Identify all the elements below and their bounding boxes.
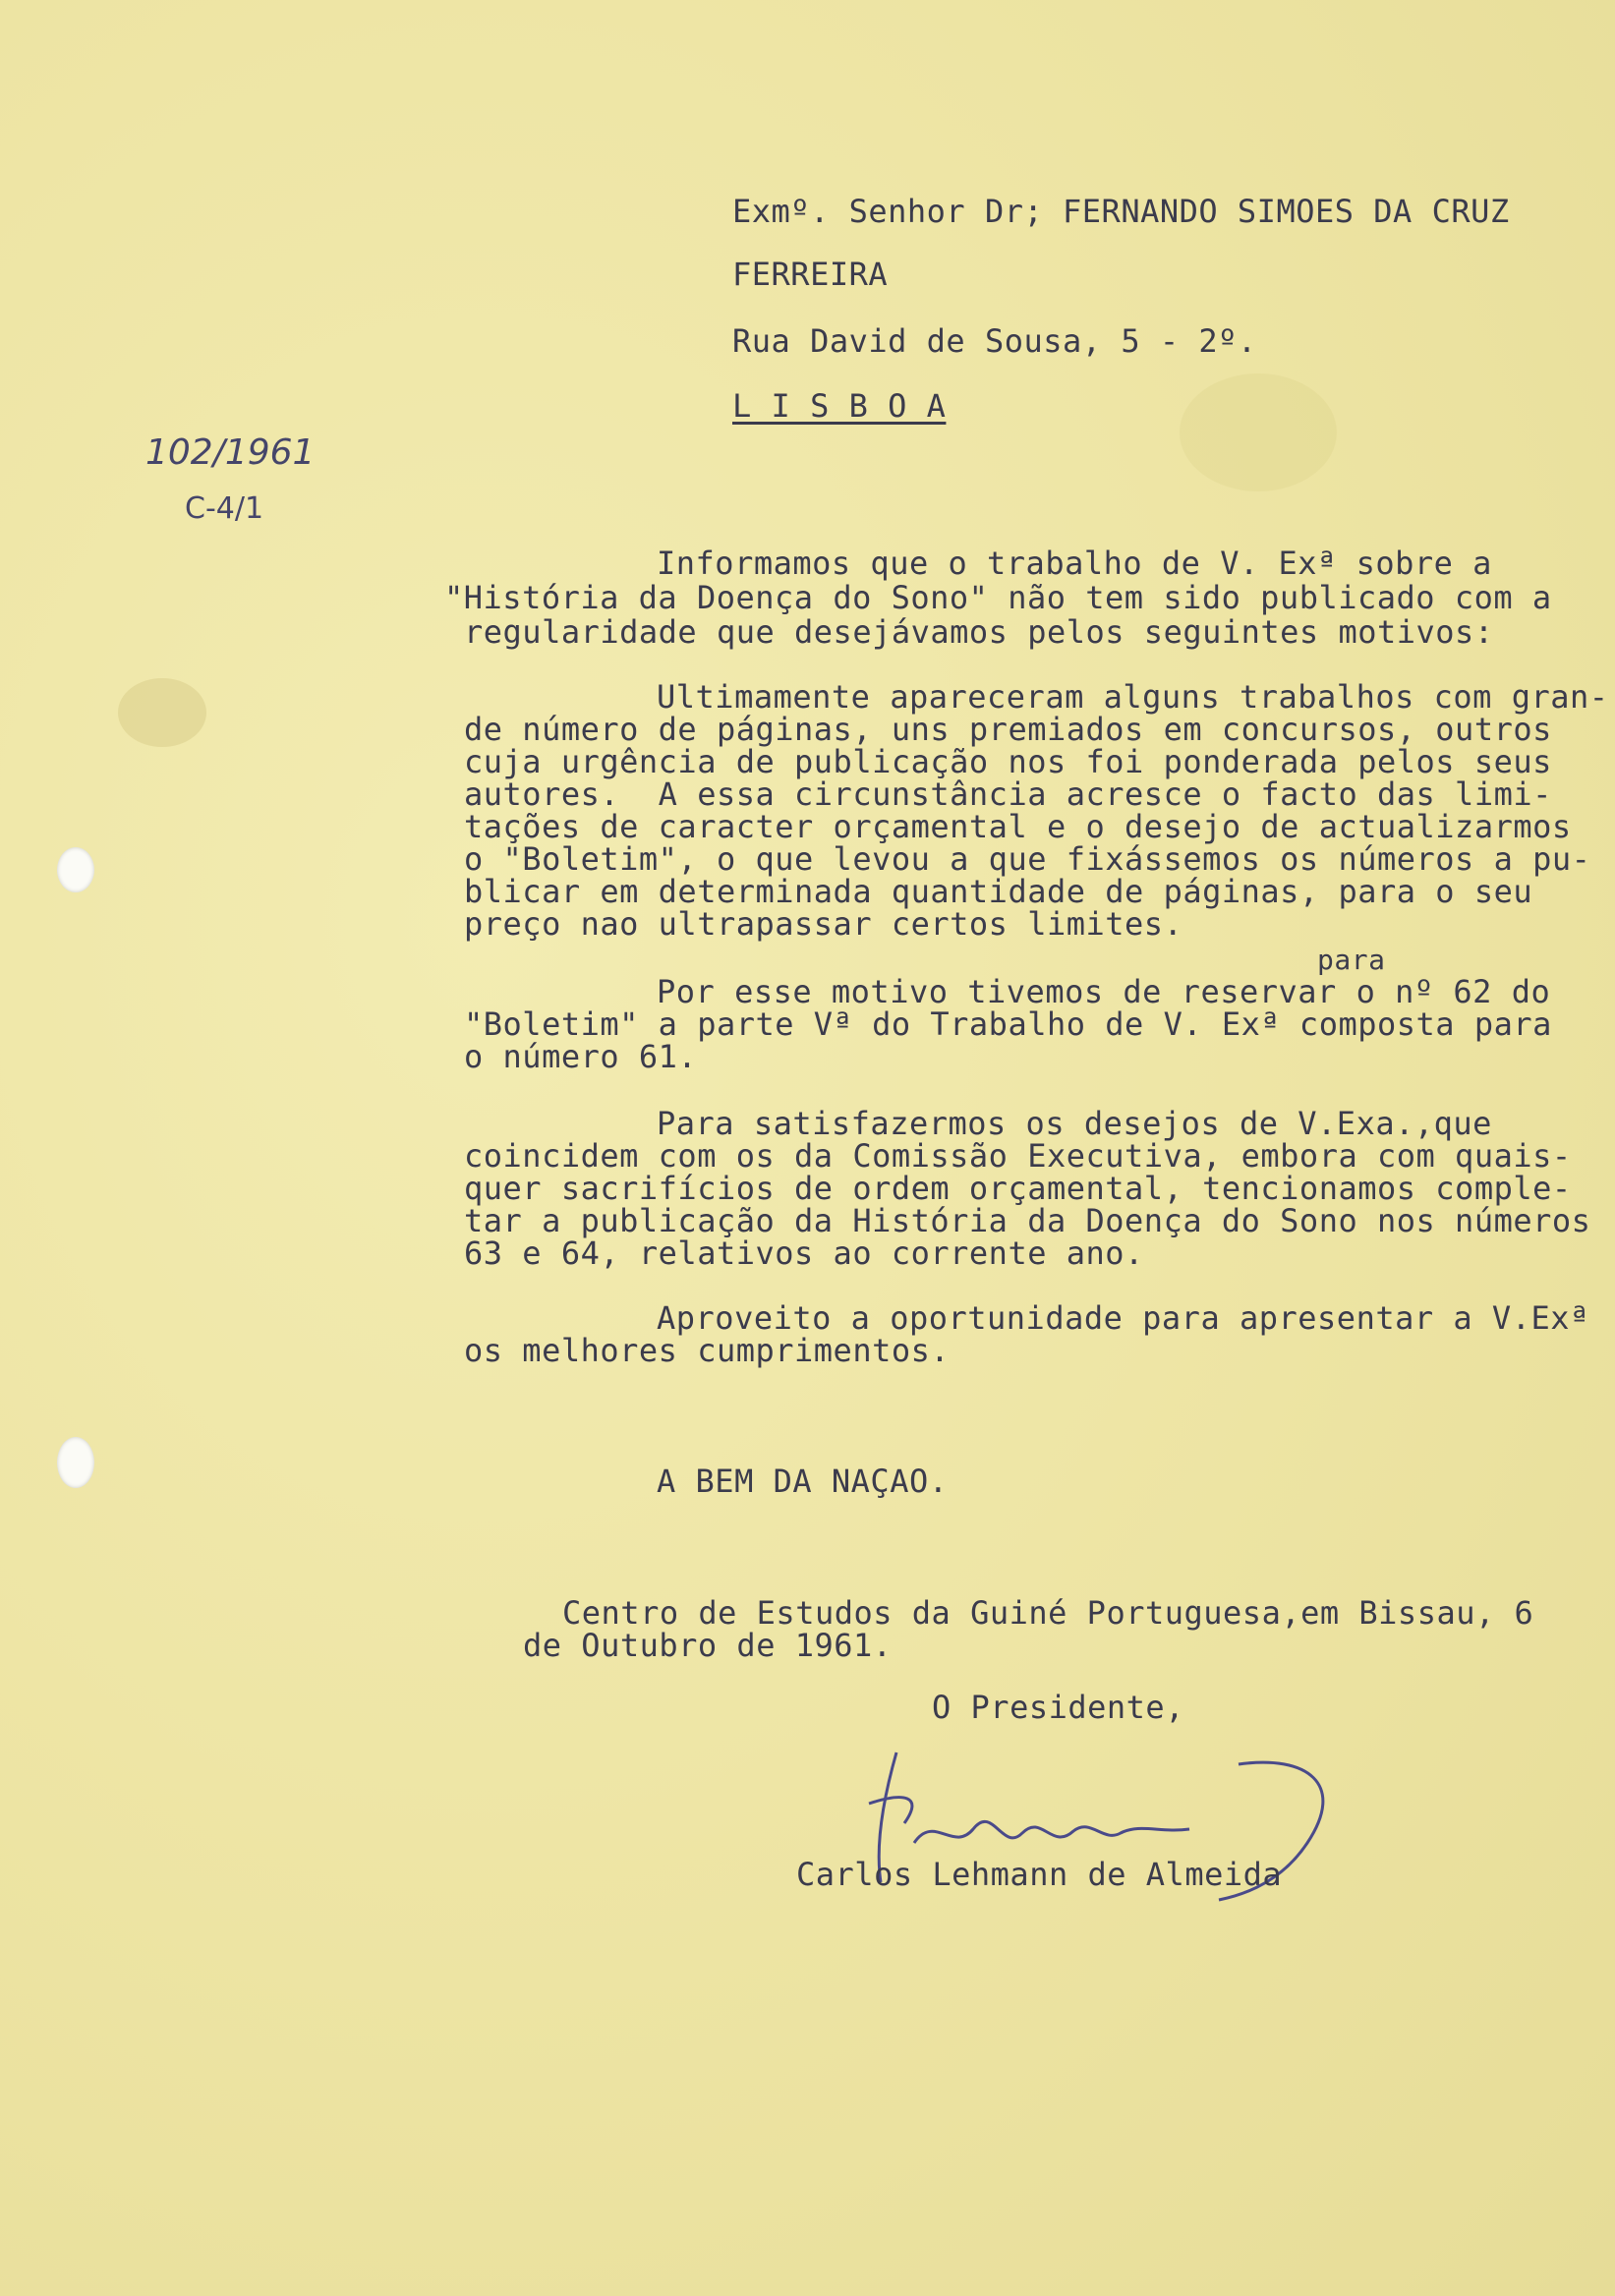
- body-line: 63 e 64, relativos ao corrente ano.: [464, 1234, 1144, 1272]
- body-line: Ultimamente apareceram alguns trabalhos com gran-: [657, 678, 1609, 716]
- place-date-line-1: Centro de Estudos da Guiné Portuguesa,em Bissau, 6: [562, 1594, 1534, 1632]
- body-line: preço nao ultrapassar certos limites.: [464, 905, 1183, 943]
- body-line: quer sacrifícios de ordem orçamental, tencionamos comple-: [464, 1170, 1572, 1207]
- body-line: os melhores cumprimentos.: [464, 1332, 951, 1369]
- body-insert: para: [1317, 944, 1386, 976]
- body-line: Aproveito a oportunidade para apresentar a V.Exª: [657, 1299, 1589, 1337]
- paper-stain: [118, 678, 206, 747]
- body-line: regularidade que desejávamos pelos seguintes motivos:: [464, 613, 1494, 651]
- closing-motto: A BEM DA NAÇAO.: [657, 1463, 949, 1500]
- place-date-line-2: de Outubro de 1961.: [523, 1627, 893, 1664]
- body-line: Para satisfazermos os desejos de V.Exa.,que: [657, 1105, 1492, 1142]
- body-line: Informamos que o trabalho de V. Exª sobre a: [657, 545, 1492, 582]
- paper-stain: [1180, 373, 1337, 491]
- body-line: "História da Doença do Sono" não tem sido publicado com a: [444, 579, 1552, 616]
- recipient-line-1: Exmº. Senhor Dr; FERNANDO SIMOES DA CRUZ: [732, 193, 1510, 230]
- closing-title: O Presidente,: [932, 1689, 1184, 1726]
- reference-code: C-4/1: [185, 491, 264, 526]
- body-line: cuja urgência de publicação nos foi ponderada pelos seus: [464, 743, 1552, 780]
- recipient-city: L I S B O A: [732, 387, 947, 425]
- punch-hole: [57, 1437, 94, 1488]
- body-line: tações de caracter orçamental e o desejo de actualizarmos: [464, 808, 1572, 845]
- body-line: blicar em determinada quantidade de páginas, para o seu: [464, 873, 1533, 910]
- body-line: o "Boletim", o que levou a que fixássemos os números a pu-: [464, 840, 1591, 878]
- body-line: autores. A essa circunstância acresce o facto das limi-: [464, 775, 1552, 813]
- body-line: o número 61.: [464, 1038, 698, 1075]
- recipient-address: Rua David de Sousa, 5 - 2º.: [732, 322, 1257, 360]
- punch-hole: [57, 847, 94, 892]
- body-line: coincidem com os da Comissão Executiva, embora com quais-: [464, 1137, 1572, 1175]
- body-line: de número de páginas, uns premiados em concursos, outros: [464, 711, 1552, 748]
- body-line: "Boletim" a parte Vª do Trabalho de V. Exª composta para: [464, 1005, 1552, 1043]
- body-line: tar a publicação da História da Doença do Sono nos números: [464, 1202, 1591, 1239]
- signatory-name: Carlos Lehmann de Almeida: [796, 1856, 1283, 1893]
- reference-number: 102/1961: [145, 432, 316, 473]
- body-line: Por esse motivo tivemos de reservar o nº 62 do: [657, 973, 1551, 1010]
- recipient-line-2: FERREIRA: [732, 256, 889, 293]
